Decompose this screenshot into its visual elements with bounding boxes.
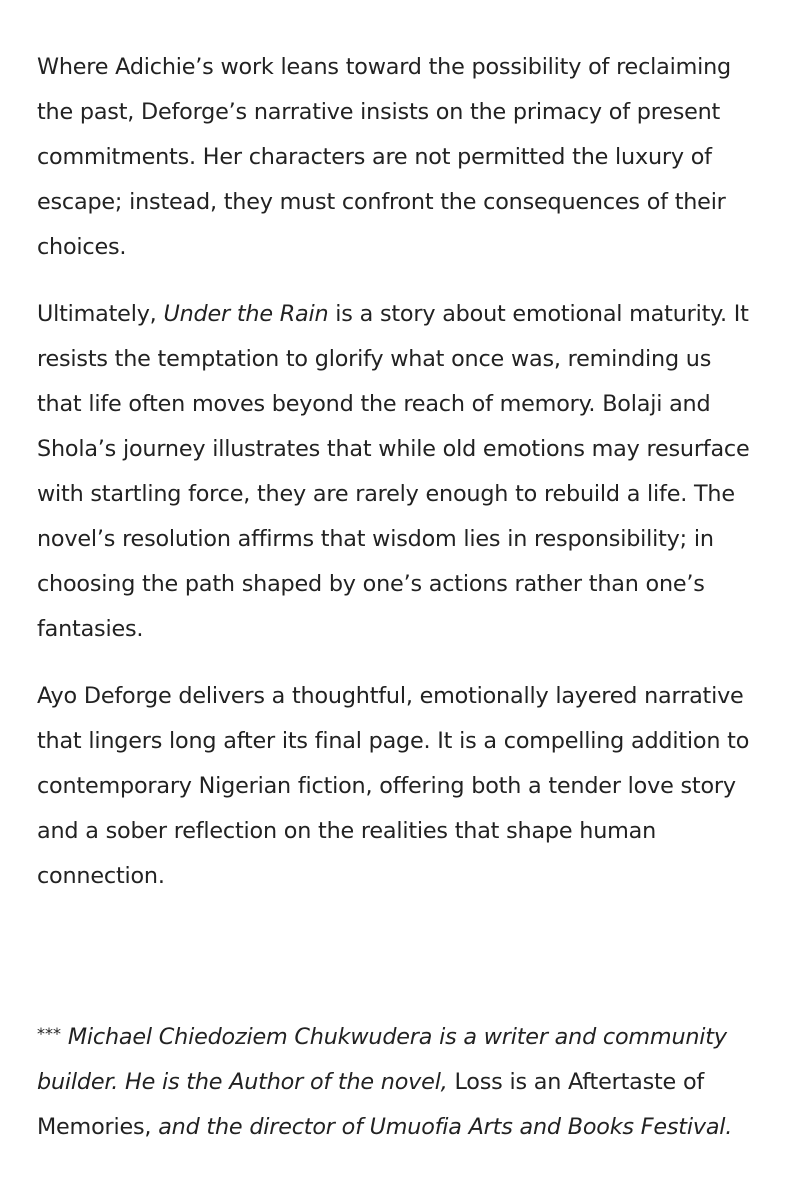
paragraph-text: is a story about emotional maturity. It resists the temptation to glorify what once was, reminding us that life often moves beyond the reach of memory. Bolaji and Shola’s journey illustrates that while old emotions may resurface with startling force, they are rarely enough to rebuild a life. The novel’s resolution affirms that wisdom lies in responsibility; in choosing the path shaped by one’s actions rather than one’s fantasies. xyxy=(37,301,750,642)
separator-stars: *** xyxy=(37,1024,61,1043)
bio-text: and the director of Umuofia Arts and Books Festival. xyxy=(151,1114,733,1140)
bio-text: Michael Chiedoziem Chukwudera is a writer and community builder. He is the Author of the novel, xyxy=(37,1024,727,1095)
article-body xyxy=(37,45,752,1172)
paragraph: Ayo Deforge delivers a thoughtful, emotionally layered narrative that lingers long after its final page. It is a compelling addition to contemporary Nigerian fiction, offering both a tender love story and a sober reflection on the realities that shape human connection. xyxy=(37,683,750,889)
paragraph xyxy=(37,292,752,652)
author-bio xyxy=(37,1011,752,1150)
bio-book-title: Loss is an Aftertaste of Memories, xyxy=(37,1069,705,1140)
book-title: Under the Rain xyxy=(163,301,329,327)
paragraph: Where Adichie’s work leans toward the possibility of reclaiming the past, Deforge’s narrative insists on the primacy of present commitments. Her characters are not permitted the luxury of escape; instead, they must confront the consequences of their choices. xyxy=(37,54,731,260)
paragraph-text: Ultimately, xyxy=(37,301,164,327)
